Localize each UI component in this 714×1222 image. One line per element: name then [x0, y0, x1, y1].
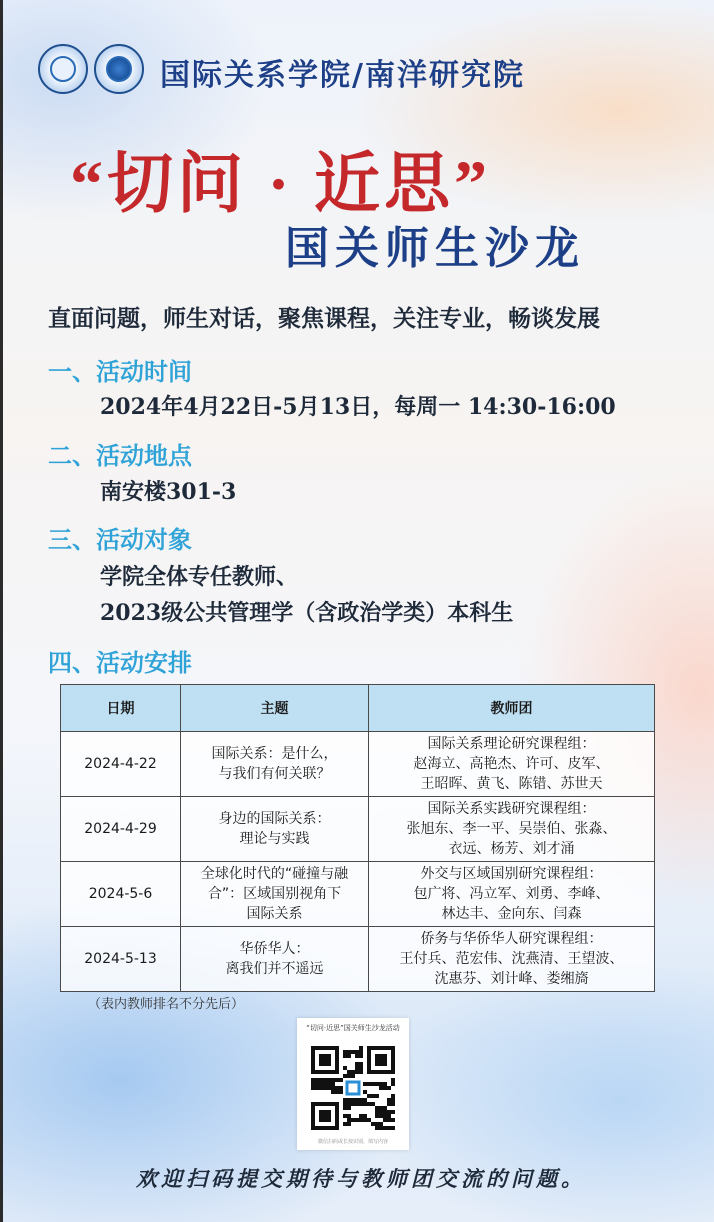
column-header-topic: 主题 — [181, 685, 369, 732]
row-date: 2024-4-29 — [61, 797, 181, 862]
row-topic — [181, 927, 369, 992]
team-line: 王付兵、范宏伟、沈燕清、王望波、 — [399, 951, 624, 967]
table-row — [61, 732, 655, 797]
team-line: 张旭东、李一平、吴崇伯、张淼、 — [406, 821, 617, 837]
section-text-audience-2: 2023级公共管理学（含政治学类）本科生 — [100, 600, 514, 626]
row-team — [369, 732, 655, 797]
qr-caption: “切问·近思”国关师生沙龙活动 — [306, 1024, 400, 1032]
qr-code-icon[interactable] — [311, 1046, 395, 1130]
section-text-location: 南安楼301-3 — [100, 479, 237, 505]
topic-line: 国际关系：是什么， — [211, 746, 338, 762]
row-topic — [181, 732, 369, 797]
left-border — [0, 0, 3, 1222]
table-row — [61, 927, 655, 992]
schedule-table — [60, 684, 655, 992]
team-line: 包广将、冯立军、刘勇、李峰、 — [413, 886, 610, 902]
topic-line: 全球化时代的“碰撞与融 — [200, 866, 349, 882]
table-note: （表内教师排名不分先后） — [88, 997, 245, 1012]
team-line: 国际关系理论研究课程组： — [427, 736, 596, 752]
column-header-date: 日期 — [61, 685, 181, 732]
topic-line: 离我们并不遥远 — [225, 961, 324, 977]
qr-card[interactable] — [297, 1018, 409, 1150]
team-line: 侨务与华侨华人研究课程组： — [420, 931, 603, 947]
section-heading-schedule: 四、活动安排 — [48, 649, 192, 677]
team-line: 外交与区域国别研究课程组： — [420, 866, 603, 882]
row-team — [369, 862, 655, 927]
table-header-row — [61, 685, 655, 732]
event-tagline: 直面问题，师生对话，聚焦课程，关注专业，畅谈发展 — [48, 305, 600, 332]
event-title: “切问 · 近思” — [70, 148, 492, 221]
team-line: 林达丰、金向东、闫森 — [441, 906, 582, 922]
topic-line: 理论与实践 — [239, 831, 310, 847]
row-date: 2024-5-13 — [61, 927, 181, 992]
team-line: 王昭晖、黄飞、陈错、苏世天 — [420, 776, 603, 792]
row-date: 2024-5-6 — [61, 862, 181, 927]
row-team — [369, 797, 655, 862]
topic-line: 与我们有何关联？ — [218, 766, 331, 782]
university-seal-logo — [38, 44, 88, 94]
team-line: 沈惠芬、刘计峰、娄缃旖 — [434, 971, 589, 987]
team-line: 衣远、杨芳、刘才涌 — [448, 841, 575, 857]
institute-globe-logo — [94, 44, 144, 94]
topic-line: 国际关系 — [246, 906, 303, 922]
school-name: 国际关系学院/南洋研究院 — [160, 58, 525, 93]
row-date: 2024-4-22 — [61, 732, 181, 797]
team-line: 赵海立、高艳杰、许可、皮军、 — [413, 756, 610, 772]
row-topic — [181, 862, 369, 927]
qr-footer: 微信扫码或长按识别，填写内容 — [317, 1139, 388, 1145]
section-text-time: 2024年4月22日-5月13日，每周一 14:30-16:00 — [100, 394, 616, 420]
section-heading-audience: 三、活动对象 — [48, 526, 192, 554]
section-heading-location: 二、活动地点 — [48, 442, 192, 470]
topic-line: 合”：区域国别视角下 — [207, 886, 342, 902]
section-heading-time: 一、活动时间 — [48, 358, 192, 386]
table-row — [61, 797, 655, 862]
footer-invitation: 欢迎扫码提交期待与教师团交流的问题。 — [136, 1166, 586, 1191]
topic-line: 身边的国际关系： — [218, 811, 331, 827]
team-line: 国际关系实践研究课程组： — [427, 801, 596, 817]
table-row — [61, 862, 655, 927]
row-topic — [181, 797, 369, 862]
topic-line: 华侨华人： — [239, 941, 310, 957]
section-text-audience-1: 学院全体专任教师、 — [100, 564, 299, 590]
event-subtitle: 国关师生沙龙 — [285, 223, 585, 274]
column-header-team: 教师团 — [369, 685, 655, 732]
row-team — [369, 927, 655, 992]
